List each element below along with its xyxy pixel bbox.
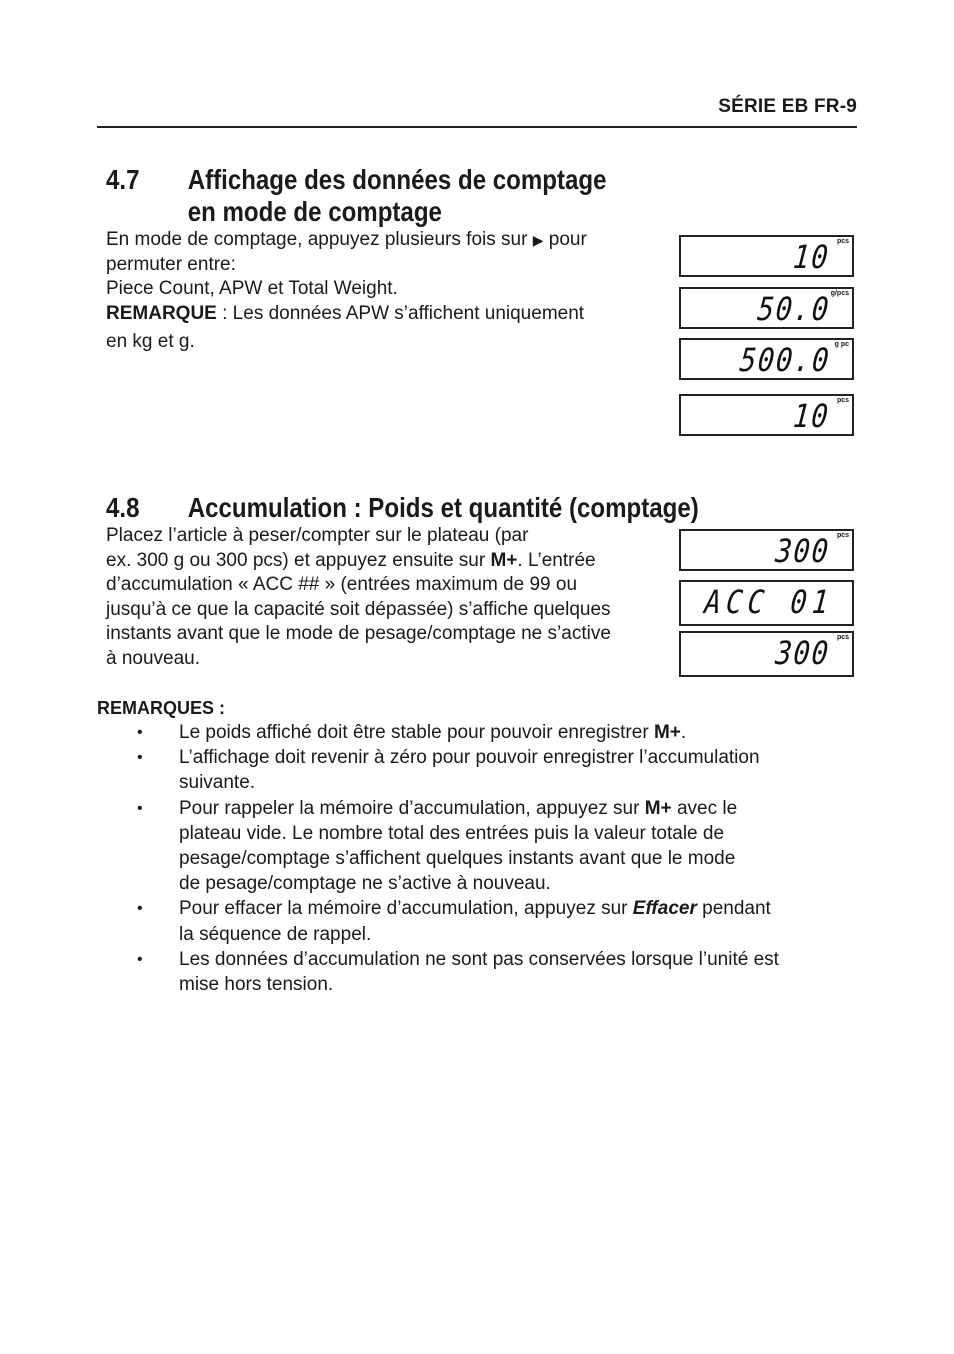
list-item-text: de pesage/comptage ne s’active à nouveau.	[179, 873, 551, 895]
list-item-text: Pour effacer la mémoire d’accumulation, appuyez sur	[179, 898, 633, 920]
m-plus-key-label: M+	[644, 797, 672, 819]
lcd-unit: g/pcs	[830, 290, 849, 297]
section-4-7-title-line1: Affichage des données de comptage	[187, 164, 607, 195]
lcd-display-apw	[679, 287, 854, 329]
bullet-icon: •	[137, 724, 143, 741]
lcd-display-acc-entry	[679, 580, 854, 626]
list-item	[135, 896, 835, 946]
list-item-text: suivante.	[179, 772, 256, 794]
lcd-value: ACC 01	[703, 583, 836, 621]
list-item-text: Pour rappeler la mémoire d’accumulation, appuyez sur	[179, 797, 645, 819]
remark-label: REMARQUE	[106, 302, 217, 324]
right-arrow-icon: ▶	[532, 232, 544, 248]
effacer-key-label: Effacer	[632, 898, 697, 920]
section-4-8-title	[106, 492, 699, 524]
list-item-text: la séquence de rappel.	[179, 923, 372, 945]
list-item-text: plateau vide. Le nombre total des entrées puis la valeur totale de	[179, 822, 725, 844]
list-item-text: Les données d’accumulation ne sont pas conservées lorsque l’unité est	[179, 948, 779, 970]
section-4-7-title	[106, 164, 607, 228]
list-item-text: avec le	[671, 797, 738, 819]
para-text: Placez l’article à peser/compter sur le plateau (par	[106, 525, 529, 546]
remarks-list	[135, 720, 835, 997]
lcd-display-accum-value-repeat	[679, 631, 854, 677]
lcd-value: 300	[774, 532, 832, 570]
bullet-icon: •	[137, 900, 143, 918]
list-item	[135, 796, 835, 897]
section-4-8-number: 4.8	[106, 492, 140, 523]
section-4-7-title-line2: en mode de comptage	[187, 196, 442, 227]
para-text: instants avant que le mode de pesage/comptage ne s’active	[106, 623, 611, 644]
para-text: En mode de comptage, appuyez plusieurs fois sur	[106, 229, 528, 250]
lcd-value: 10	[792, 238, 832, 276]
list-item-text: .	[680, 722, 687, 743]
para-text: permuter entre:	[106, 253, 236, 275]
list-item-text: pesage/comptage s’affichent quelques instants avant que le mode	[179, 848, 736, 870]
list-item-text: L’affichage doit revenir à zéro pour pouvoir enregistrer l’accumulation	[179, 747, 760, 769]
para-text: . L’entrée	[517, 549, 596, 571]
m-plus-key-label: M+	[653, 722, 681, 743]
lcd-value: 500.0	[737, 341, 832, 379]
header-divider	[97, 126, 857, 128]
remarks-heading: REMARQUES :	[97, 698, 226, 718]
section-4-8-title-text: Accumulation : Poids et quantité (comptage)	[187, 492, 699, 523]
lcd-display-accum-value	[679, 529, 854, 571]
section-4-8-paragraph	[106, 524, 611, 671]
bullet-icon: •	[137, 749, 143, 767]
lcd-unit: pcs	[836, 238, 849, 245]
m-plus-key-label: M+	[490, 549, 518, 571]
list-item-text: pendant	[696, 898, 771, 920]
page-header-label: SÉRIE EB FR-9	[718, 96, 857, 117]
list-item	[135, 947, 835, 997]
list-item-text: Le poids affiché doit être stable pour pouvoir enregistrer	[179, 722, 654, 743]
section-4-7-paragraph	[106, 228, 587, 355]
lcd-display-piece-count	[679, 235, 854, 277]
bullet-icon: •	[137, 950, 143, 968]
lcd-unit: pcs	[836, 397, 849, 404]
para-text: d’accumulation « ACC ## » (entrées maximum de 99 ou	[106, 574, 578, 595]
lcd-unit: pcs	[836, 634, 849, 641]
remark-text: : Les données APW s’affichent uniquement	[216, 302, 585, 324]
remark-text-line2: en kg et g.	[106, 331, 195, 352]
para-text: pour	[548, 229, 587, 250]
para-text: Piece Count, APW et Total Weight.	[106, 278, 398, 299]
bullet-icon: •	[137, 799, 143, 817]
list-item	[135, 745, 835, 795]
lcd-display-total-weight	[679, 338, 854, 380]
para-text: à nouveau.	[106, 647, 201, 669]
lcd-display-piece-count-repeat	[679, 394, 854, 436]
para-text: ex. 300 g ou 300 pcs) et appuyez ensuite sur	[106, 549, 491, 571]
list-item-text: mise hors tension.	[179, 974, 334, 996]
section-4-7-number: 4.7	[106, 164, 140, 195]
lcd-unit: pcs	[836, 532, 849, 539]
lcd-value: 50.0	[755, 290, 832, 328]
lcd-value: 10	[792, 397, 832, 435]
para-text: jusqu’à ce que la capacité soit dépassée) s’affiche quelques	[106, 598, 611, 620]
lcd-value: 300	[774, 634, 832, 672]
list-item	[135, 720, 835, 745]
lcd-unit: g pc	[834, 341, 849, 348]
